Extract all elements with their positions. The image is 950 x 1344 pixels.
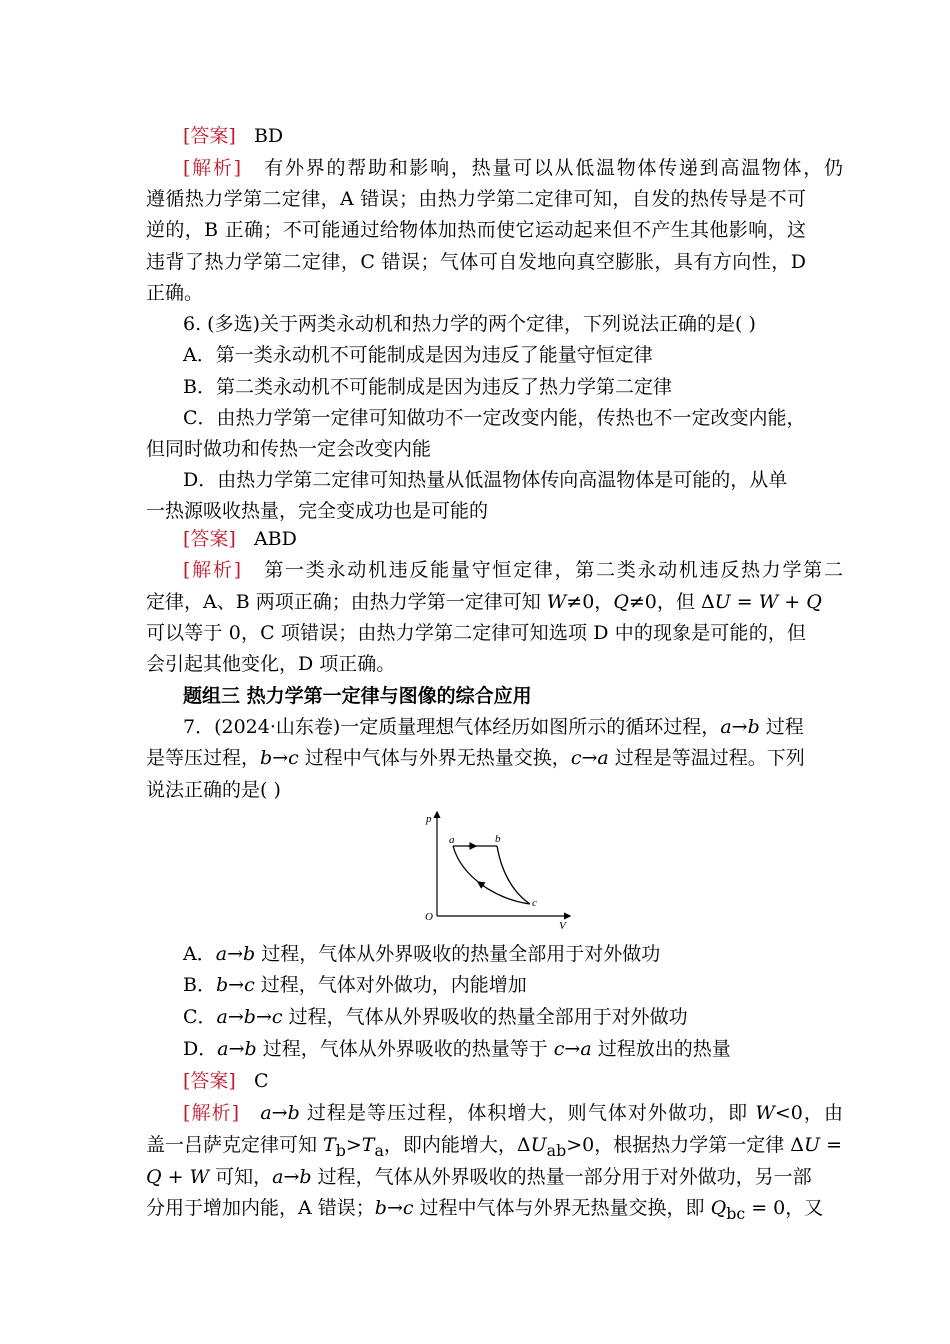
text-line: 会引起其他变化，D 项正确。 [146,653,396,675]
question-6-stem: 6. (多选)关于两类永动机和热力学的两个定律，下列说法正确的是( ) [183,313,756,335]
pv-diagram-svg [420,808,580,932]
answer-tag: [答案] [183,125,236,147]
option-c: C．由热力学第一定律可知做功不一定改变内能，传热也不一定改变内能， [183,407,806,429]
ca-arrow [478,882,484,886]
text-line: 盖一吕萨克定律可知 $T_b>T_a$，即内能增大，$\Delta U_{ab}>0$，根据热力学第一定律 ΔU = [146,1134,843,1160]
analysis-tag: [解析] [183,157,242,179]
text-line: 正确。 [146,282,204,304]
analysis-line: [解析] 有外界的帮助和影响，热量可以从低温物体传递到高温物体，仍 [183,157,843,179]
pv-cycle-diagram [420,808,580,932]
option-d: D．a→b 过程，气体从外界吸收的热量等于 c→a 过程放出的热量 [183,1038,731,1060]
analysis-line: [解析] 第一类永动机违反能量守恒定律，第二类永动机违反热力学第二 [183,559,843,581]
text-line: 是等压过程，b→c 过程中气体与外界无热量交换，c→a 过程是等温过程。下列 [146,747,805,769]
text-line: 分用于增加内能，A 错误；b→c 过程中气体与外界无热量交换，即 $Q_{bc} = 0$，又 [146,1197,824,1223]
option-d: D．由热力学第二定律可知热量从低温物体传向高温物体是可能的，从单 [183,469,788,491]
text-line: 可以等于 0，C 项错误；由热力学第二定律可知选项 D 中的现象是可能的，但 [146,622,806,644]
option-c-cont: 但同时做功和传热一定会改变内能 [146,438,432,460]
question-7-stem: 7．(2024·山东卷)一定质量理想气体经历如图所示的循环过程，a→b 过程 [183,716,804,738]
analysis-line: [解析] a→b 过程是等压过程，体积增大，则气体对外做功，即 W<0，由 [183,1102,843,1124]
bc-path [497,846,530,904]
analysis-tag: [解析] [183,559,242,581]
text-line: 定律，A、B 两项正确；由热力学第一定律可知 W≠0，Q≠0，但 ΔU = W + Q [146,591,822,613]
text-line: Q + W 可知，a→b 过程，气体从外界吸收的热量一部分用于对外做功，另一部 [146,1166,812,1188]
answer-line: [答案] BD [183,125,284,147]
answer-line: [答案] ABD [183,528,297,550]
ca-path [453,846,530,904]
analysis-tag: [解析] [183,1102,240,1124]
answer-tag: [答案] [183,528,236,550]
origin-label: O [425,911,433,923]
text-line: 遵循热力学第二定律，A 错误；由热力学第二定律可知，自发的热传导是不可 [146,188,806,210]
option-a: A．第一类永动机不可能制成是因为违反了能量守恒定律 [183,344,653,366]
text-line: 逆的，B 正确；不可能通过给物体加热而使它运动起来但不产生其他影响，这 [146,219,806,241]
text-line: 违背了热力学第二定律，C 错误；气体可自发地向真空膨胀，具有方向性，D [146,251,806,273]
text-line: 说法正确的是( ) [146,779,281,801]
point-b-label: b [495,833,501,845]
p-axis-label: p [426,813,432,825]
v-axis-label: V [559,920,566,932]
option-b: B．b→c 过程，气体对外做功，内能增加 [183,974,527,996]
option-b: B．第二类永动机不可能制成是因为违反了热力学第二定律 [183,376,672,398]
answer-line: [答案] C [183,1070,269,1092]
point-a-label: a [449,834,455,846]
option-a: A．a→b 过程，气体从外界吸收的热量全部用于对外做功 [183,943,661,965]
option-c: C．a→b→c 过程，气体从外界吸收的热量全部用于对外做功 [183,1006,688,1028]
point-c-label: c [532,897,537,909]
answer-tag: [答案] [183,1070,236,1092]
section-heading: 题组三 热力学第一定律与图像的综合应用 [183,685,532,707]
option-d-cont: 一热源吸收热量，完全变成功也是可能的 [146,500,489,522]
